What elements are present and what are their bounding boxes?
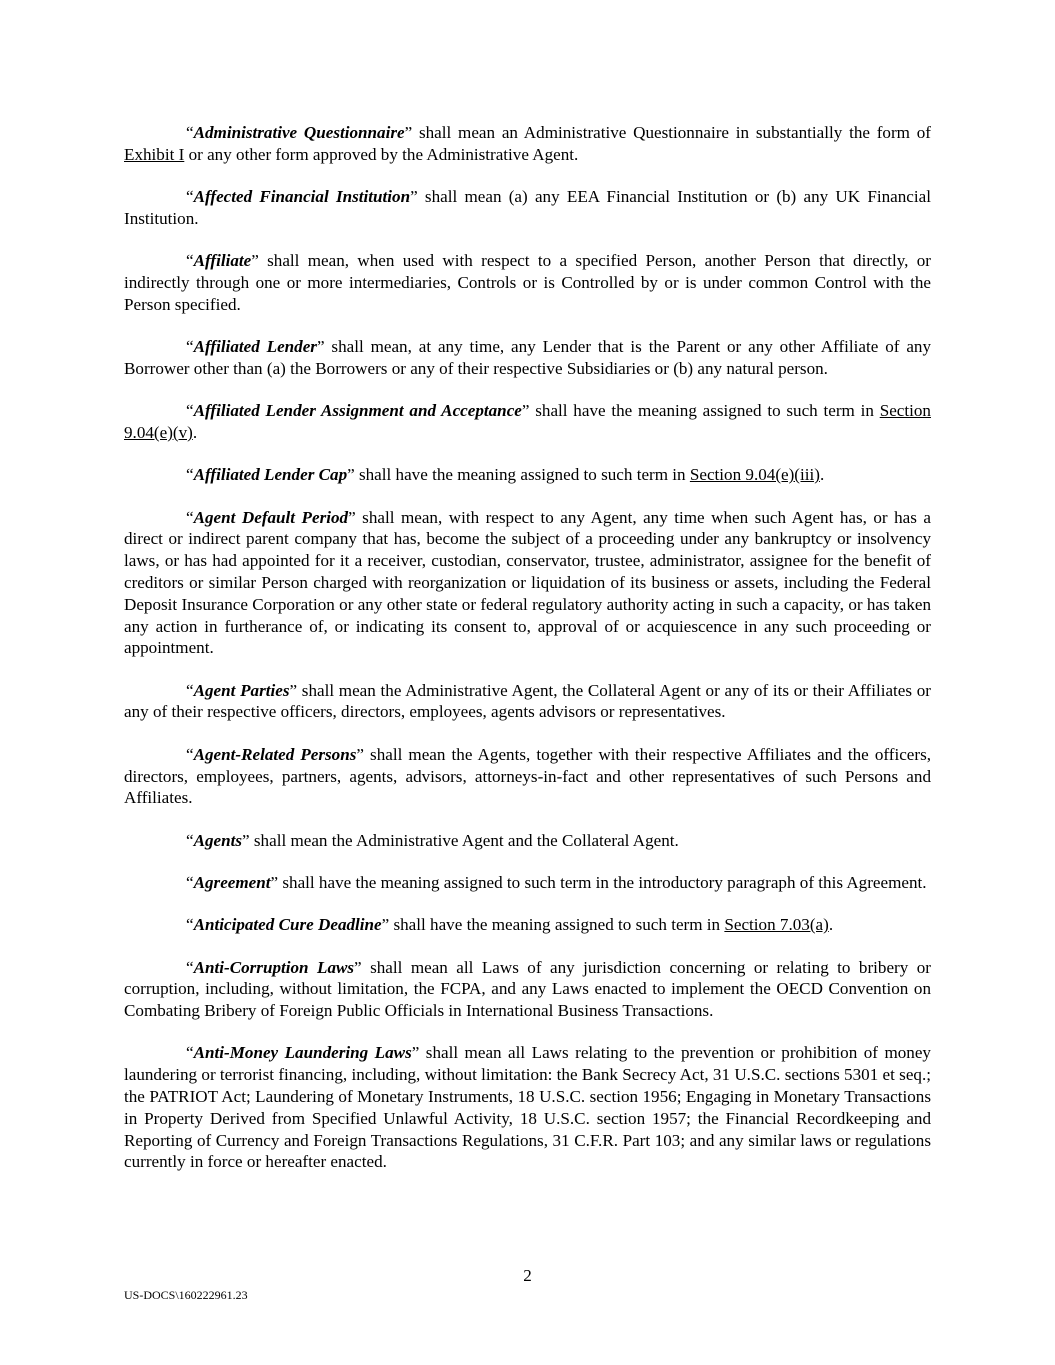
cross-reference-link[interactable]: Section 9.04(e)(iii) [689,465,820,485]
definition-anticipated-cure-deadline: “Anticipated Cure Deadline” shall have the meaning assigned to such term in Section 7.03(a). [186,915,834,935]
defined-term: Agreement [193,872,271,892]
definition-affiliated-lender-assignment: “Affiliated Lender Assignment and Acceptance” shall have the meaning assigned to such term in Section 9.04(e)(v). [124,401,931,442]
definition-text: ” shall mean the Administrative Agent and the Collateral Agent. [242,830,679,850]
definition-administrative-questionnaire: “Administrative Questionnaire” shall mean an Administrative Questionnaire in substantially the form of Exhibit I or any other form approved by the Administrative Agent. [124,123,931,164]
definition-text: ” shall mean an Administrative Questionnaire in substantially the form of [404,123,931,142]
definition-text: ” shall mean, with respect to any Agent, any time when such Agent has, or has a direct or indirect parent company that has, become the subject of a proceeding under any bankruptcy or insolvency laws, or has had appointed for it a receiver, custodian, conservator, trustee, administrator, assignee for the benefit of creditors or similar Person charged with reorganization or liquidation of its business or assets, including the Federal Deposit Insurance Corporation or any other state or federal regulatory authority acting in such a capacity, or has taken any action in furtherance of, or indicating its consent to, approval of or acquiescence in any such proceeding or appointment. [124,507,931,658]
defined-term: Agents [193,830,243,850]
definition-affiliated-lender-cap: “Affiliated Lender Cap” shall have the meaning assigned to such term in Section 9.04(e)(iii). [186,465,825,485]
definition-text: ” shall mean all Laws of any jurisdiction concerning or relating to bribery or corruption, including, without limitation, the FCPA, and any Laws enacted to implement the OECD Convention on Combating Bribery of Foreign Public Officials in International Business Transactions. [124,957,931,1021]
cross-reference-link[interactable]: Section 9.04(e)(v) [124,401,931,442]
definition-text: or any other form approved by the Administrative Agent. [184,144,579,164]
definition-text: ” shall mean, when used with respect to a specified Person, another Person that directly, or indirectly through one or more intermediaries, Controls or is Controlled by or is under common Control with the Person specified. [124,251,931,314]
definition-text: ” shall have the meaning assigned to such term in the introductory paragraph of this Agreement. [270,872,927,892]
defined-term: Agent Parties [193,680,290,700]
definition-text: ” shall mean all Laws relating to the prevention or prohibition of money laundering or terrorist financing, including, without limitation: the Bank Secrecy Act, 31 U.S.C. sections 5301 et seq.; the PATRIOT Act; Laundering of Monetary Instruments, 18 U.S.C. section 1956; Engaging in Monetary Transactions in Property Derived from Specified Unlawful Activity, 18 U.S.C. section 1957; the Financial Recordkeeping and Reporting of Currency and Foreign Transactions Regulations, 31 C.F.R. Part 103; and any similar laws or regulations currently in force or hereafter enacted. [124,1043,931,1172]
definition-text: ” shall mean, at any time, any Lender that is the Parent or any other Affiliate of any Borrower other than (a) the Borrowers or any of their respective Subsidiaries or (b) any natural person. [124,337,931,378]
cross-reference-link[interactable]: Exhibit I [124,144,185,164]
definition-affiliate: “Affiliate” shall mean, when used with respect to a specified Person, another Person that directly, or indirectly through one or more intermediaries, Controls or is Controlled by or is under common Control with the Person specified. [124,251,931,314]
definition-text: . [192,422,198,442]
definition-text: ” shall mean the Administrative Agent, the Collateral Agent or any of its or their Affiliates or any of their respective officers, directors, employees, agents advisors or representatives. [124,680,931,722]
page-number: 2 [523,1266,532,1285]
defined-term: Administrative Questionnaire [193,123,405,142]
definition-agents: “Agents” shall mean the Administrative Agent and the Collateral Agent. [186,830,679,850]
defined-term: Affiliated Lender Cap [193,465,348,485]
definition-text: ” shall have the meaning assigned to such term in [521,401,880,421]
definition-agent-default-period: “Agent Default Period” shall mean, with respect to any Agent, any time when such Agent has, or has a direct or indirect parent company that has, become the subject of a proceeding under any bankruptcy or insolvency laws, or has had appointed for it a receiver, custodian, conservator, trustee, administrator, assignee for the benefit of creditors or similar Person charged with reorganization or liquidation of its business or assets, including the Federal Deposit Insurance Corporation or any other state or federal regulatory authority acting in such a capacity, or has taken any action in furtherance of, or indicating its consent to, approval of or acquiescence in any such proceeding or appointment. [124,507,931,658]
definition-affected-financial-institution: “Affected Financial Institution” shall mean (a) any EEA Financial Institution or (b) any UK Financial Institution. [124,187,931,228]
definition-text: ” shall have the meaning assigned to such term in [347,465,690,485]
document-id: US-DOCS\160222961.23 [124,1288,248,1302]
definition-anti-corruption-laws: “Anti-Corruption Laws” shall mean all Laws of any jurisdiction concerning or relating to bribery or corruption, including, without limitation, the FCPA, and any Laws enacted to implement the OECD Convention on Combating Bribery of Foreign Public Officials in International Business Transactions. [124,957,931,1021]
definition-text: ” shall mean the Agents, together with their respective Affiliates and the officers, directors, employees, partners, agents, advisors, attorneys-in-fact and other representatives of such Persons and Affiliates. [124,744,931,808]
definition-agent-related-persons: “Agent-Related Persons” shall mean the Agents, together with their respective Affiliates and the officers, directors, employees, partners, agents, advisors, attorneys-in-fact and other representatives of such Persons and Affiliates. [124,744,931,808]
document-body [124,122,931,1194]
defined-term: Agent-Related Persons [193,744,357,764]
definition-agreement: “Agreement” shall have the meaning assigned to such term in the introductory paragraph of this Agreement. [186,872,927,892]
definition-text: . [819,465,825,485]
defined-term: Anti-Corruption Laws [193,957,355,977]
defined-term: Agent Default Period [193,507,349,527]
defined-term: Affiliate [193,251,252,271]
defined-term: Affiliated Lender [193,337,317,357]
definition-text: ” shall mean (a) any EEA Financial Institution or (b) any UK Financial Institution. [124,187,931,228]
definition-affiliated-lender: “Affiliated Lender” shall mean, at any time, any Lender that is the Parent or any other Affiliate of any Borrower other than (a) the Borrowers or any of their respective Subsidiaries or (b) any natural person. [124,337,931,378]
definition-agent-parties: “Agent Parties” shall mean the Administrative Agent, the Collateral Agent or any of its or their Affiliates or any of their respective officers, directors, employees, agents advisors or representatives. [124,680,931,722]
defined-term: Affected Financial Institution [193,187,411,207]
definition-text: . [828,915,834,935]
defined-term: Anticipated Cure Deadline [193,915,382,935]
cross-reference-link[interactable]: Section 7.03(a) [724,915,829,935]
definition-anti-money-laundering-laws: “Anti-Money Laundering Laws” shall mean all Laws relating to the prevention or prohibition of money laundering or terrorist financing, including, without limitation: the Bank Secrecy Act, 31 U.S.C. sections 5301 et seq.; the PATRIOT Act; Laundering of Monetary Instruments, 18 U.S.C. section 1956; Engaging in Monetary Transactions in Property Derived from Specified Unlawful Activity, 18 U.S.C. section 1957; the Financial Recordkeeping and Reporting of Currency and Foreign Transactions Regulations, 31 C.F.R. Part 103; and any similar laws or regulations currently in force or hereafter enacted. [124,1043,931,1172]
defined-term: Affiliated Lender Assignment and Acceptance [193,401,522,421]
defined-term: Anti-Money Laundering Laws [193,1043,412,1063]
definition-text: ” shall have the meaning assigned to such term in [381,915,725,935]
